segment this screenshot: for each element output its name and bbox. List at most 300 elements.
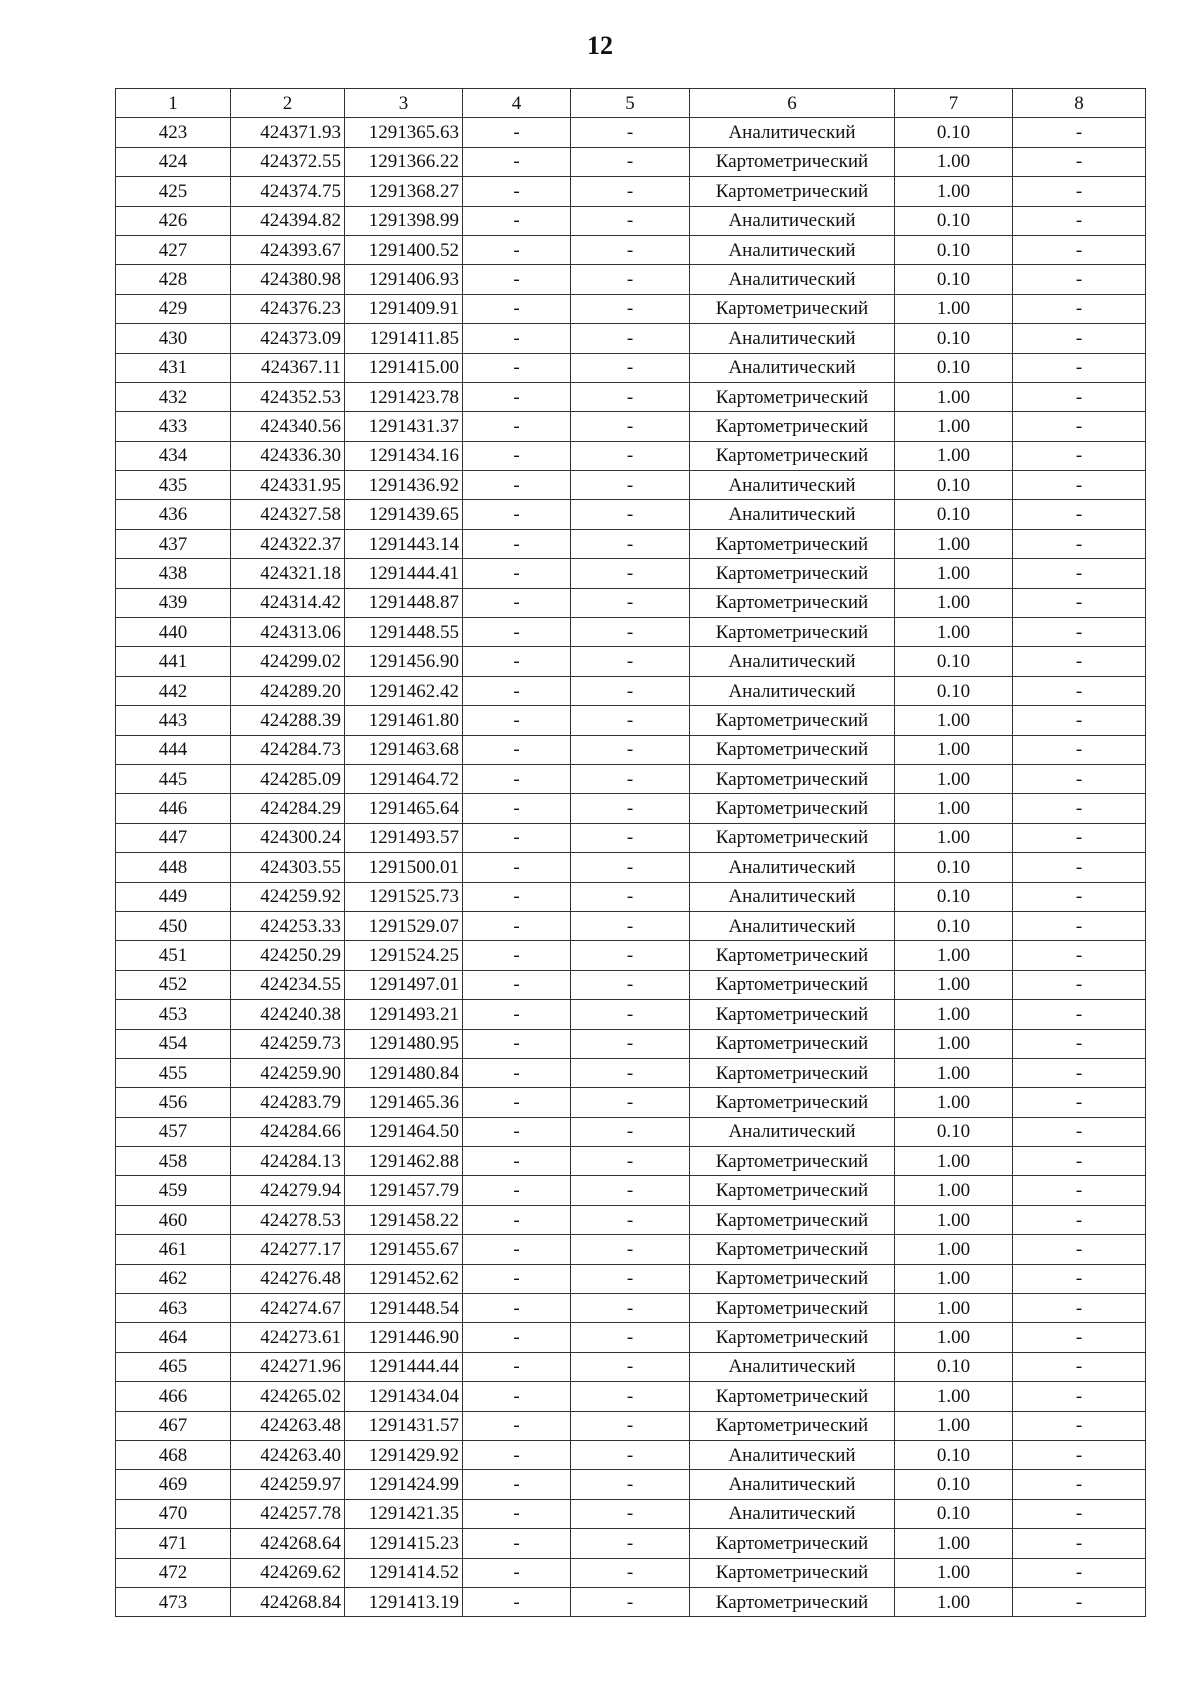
cell-col-8: - [1013, 1499, 1146, 1528]
cell-col-4: - [463, 1147, 571, 1176]
table-row [116, 1147, 1146, 1176]
table-row [116, 177, 1146, 206]
cell-point-number: 449 [116, 882, 231, 911]
table-row [116, 353, 1146, 382]
cell-accuracy: 1.00 [895, 1587, 1013, 1616]
table-row [116, 764, 1146, 793]
cell-col-8: - [1013, 324, 1146, 353]
cell-coord-y: 1291365.63 [345, 118, 463, 147]
cell-accuracy: 1.00 [895, 1529, 1013, 1558]
cell-col-5: - [571, 1411, 690, 1440]
cell-col-8: - [1013, 1117, 1146, 1146]
table-row [116, 441, 1146, 470]
cell-col-4: - [463, 206, 571, 235]
cell-col-5: - [571, 118, 690, 147]
cell-method: Аналитический [690, 206, 895, 235]
cell-coord-y: 1291421.35 [345, 1499, 463, 1528]
cell-col-5: - [571, 147, 690, 176]
cell-col-8: - [1013, 1147, 1146, 1176]
cell-method: Картометрический [690, 1176, 895, 1205]
cell-col-4: - [463, 647, 571, 676]
cell-coord-y: 1291500.01 [345, 853, 463, 882]
cell-col-8: - [1013, 970, 1146, 999]
table-row [116, 706, 1146, 735]
cell-coord-x: 424340.56 [231, 412, 345, 441]
cell-accuracy: 1.00 [895, 1264, 1013, 1293]
cell-method: Аналитический [690, 1117, 895, 1146]
cell-coord-x: 424321.18 [231, 559, 345, 588]
table-row [116, 647, 1146, 676]
cell-col-4: - [463, 529, 571, 558]
cell-col-8: - [1013, 235, 1146, 264]
cell-accuracy: 1.00 [895, 294, 1013, 323]
column-header-7: 7 [895, 89, 1013, 118]
cell-col-4: - [463, 1529, 571, 1558]
cell-coord-y: 1291497.01 [345, 970, 463, 999]
table-row [116, 529, 1146, 558]
cell-method: Картометрический [690, 294, 895, 323]
cell-col-8: - [1013, 1382, 1146, 1411]
cell-point-number: 472 [116, 1558, 231, 1587]
cell-point-number: 456 [116, 1088, 231, 1117]
cell-col-8: - [1013, 882, 1146, 911]
cell-accuracy: 0.10 [895, 235, 1013, 264]
cell-col-4: - [463, 823, 571, 852]
cell-coord-x: 424284.13 [231, 1147, 345, 1176]
cell-coord-x: 424322.37 [231, 529, 345, 558]
cell-method: Картометрический [690, 1382, 895, 1411]
cell-col-4: - [463, 412, 571, 441]
cell-coord-x: 424380.98 [231, 265, 345, 294]
cell-point-number: 471 [116, 1529, 231, 1558]
cell-method: Картометрический [690, 177, 895, 206]
cell-point-number: 444 [116, 735, 231, 764]
table-row [116, 1235, 1146, 1264]
cell-col-8: - [1013, 706, 1146, 735]
table-row [116, 1558, 1146, 1587]
cell-col-5: - [571, 265, 690, 294]
table-row [116, 1088, 1146, 1117]
cell-coord-x: 424259.97 [231, 1470, 345, 1499]
cell-col-8: - [1013, 1088, 1146, 1117]
cell-coord-x: 424259.73 [231, 1029, 345, 1058]
cell-accuracy: 1.00 [895, 412, 1013, 441]
cell-coord-y: 1291411.85 [345, 324, 463, 353]
cell-coord-y: 1291431.57 [345, 1411, 463, 1440]
cell-method: Картометрический [690, 559, 895, 588]
cell-method: Аналитический [690, 647, 895, 676]
cell-col-4: - [463, 1088, 571, 1117]
cell-method: Картометрический [690, 1411, 895, 1440]
cell-col-8: - [1013, 206, 1146, 235]
cell-accuracy: 1.00 [895, 1029, 1013, 1058]
cell-col-4: - [463, 911, 571, 940]
cell-coord-x: 424277.17 [231, 1235, 345, 1264]
table-row [116, 1117, 1146, 1146]
cell-col-4: - [463, 1558, 571, 1587]
table-row [116, 882, 1146, 911]
cell-point-number: 453 [116, 1000, 231, 1029]
cell-coord-y: 1291446.90 [345, 1323, 463, 1352]
coordinates-table [115, 88, 1146, 1617]
cell-accuracy: 0.10 [895, 1499, 1013, 1528]
table-row [116, 911, 1146, 940]
cell-method: Картометрический [690, 941, 895, 970]
cell-col-5: - [571, 1000, 690, 1029]
table-row [116, 147, 1146, 176]
cell-accuracy: 0.10 [895, 911, 1013, 940]
cell-col-4: - [463, 1235, 571, 1264]
cell-col-5: - [571, 206, 690, 235]
cell-accuracy: 1.00 [895, 1411, 1013, 1440]
cell-coord-x: 424263.48 [231, 1411, 345, 1440]
table-row [116, 588, 1146, 617]
cell-coord-x: 424269.62 [231, 1558, 345, 1587]
cell-method: Аналитический [690, 265, 895, 294]
cell-accuracy: 0.10 [895, 882, 1013, 911]
cell-col-5: - [571, 1587, 690, 1616]
cell-coord-x: 424268.64 [231, 1529, 345, 1558]
cell-coord-y: 1291431.37 [345, 412, 463, 441]
cell-method: Аналитический [690, 324, 895, 353]
cell-col-8: - [1013, 794, 1146, 823]
cell-accuracy: 0.10 [895, 1470, 1013, 1499]
cell-col-5: - [571, 1323, 690, 1352]
table-row [116, 618, 1146, 647]
cell-method: Аналитический [690, 118, 895, 147]
cell-coord-y: 1291415.23 [345, 1529, 463, 1558]
cell-col-4: - [463, 294, 571, 323]
cell-accuracy: 0.10 [895, 1352, 1013, 1381]
cell-point-number: 460 [116, 1205, 231, 1234]
cell-accuracy: 1.00 [895, 1382, 1013, 1411]
cell-point-number: 469 [116, 1470, 231, 1499]
cell-col-4: - [463, 618, 571, 647]
cell-col-4: - [463, 500, 571, 529]
cell-coord-x: 424336.30 [231, 441, 345, 470]
cell-point-number: 425 [116, 177, 231, 206]
cell-accuracy: 1.00 [895, 1147, 1013, 1176]
table-row [116, 1499, 1146, 1528]
cell-accuracy: 1.00 [895, 177, 1013, 206]
cell-col-4: - [463, 1323, 571, 1352]
cell-coord-y: 1291436.92 [345, 471, 463, 500]
cell-col-8: - [1013, 441, 1146, 470]
cell-col-8: - [1013, 764, 1146, 793]
table-row [116, 1411, 1146, 1440]
cell-col-4: - [463, 676, 571, 705]
cell-accuracy: 1.00 [895, 1294, 1013, 1323]
cell-coord-x: 424299.02 [231, 647, 345, 676]
cell-col-8: - [1013, 1000, 1146, 1029]
cell-method: Картометрический [690, 764, 895, 793]
table-row [116, 1205, 1146, 1234]
cell-accuracy: 0.10 [895, 206, 1013, 235]
cell-coord-y: 1291458.22 [345, 1205, 463, 1234]
cell-accuracy: 0.10 [895, 853, 1013, 882]
cell-col-8: - [1013, 382, 1146, 411]
table-row [116, 1470, 1146, 1499]
cell-coord-y: 1291444.44 [345, 1352, 463, 1381]
cell-accuracy: 1.00 [895, 706, 1013, 735]
cell-col-4: - [463, 382, 571, 411]
cell-point-number: 440 [116, 618, 231, 647]
cell-col-8: - [1013, 559, 1146, 588]
cell-col-5: - [571, 618, 690, 647]
cell-point-number: 467 [116, 1411, 231, 1440]
cell-coord-x: 424372.55 [231, 147, 345, 176]
cell-method: Картометрический [690, 706, 895, 735]
cell-accuracy: 1.00 [895, 559, 1013, 588]
cell-point-number: 457 [116, 1117, 231, 1146]
cell-col-5: - [571, 941, 690, 970]
cell-coord-x: 424253.33 [231, 911, 345, 940]
cell-col-5: - [571, 441, 690, 470]
table-row [116, 970, 1146, 999]
cell-method: Картометрический [690, 147, 895, 176]
cell-col-8: - [1013, 1176, 1146, 1205]
cell-col-8: - [1013, 1294, 1146, 1323]
cell-col-4: - [463, 1117, 571, 1146]
cell-point-number: 452 [116, 970, 231, 999]
cell-point-number: 455 [116, 1058, 231, 1087]
cell-coord-x: 424278.53 [231, 1205, 345, 1234]
cell-coord-y: 1291424.99 [345, 1470, 463, 1499]
cell-col-5: - [571, 559, 690, 588]
cell-coord-x: 424240.38 [231, 1000, 345, 1029]
cell-col-5: - [571, 1499, 690, 1528]
cell-accuracy: 0.10 [895, 1440, 1013, 1469]
cell-col-4: - [463, 235, 571, 264]
table-row [116, 500, 1146, 529]
cell-method: Картометрический [690, 1029, 895, 1058]
table-row [116, 941, 1146, 970]
cell-coord-y: 1291455.67 [345, 1235, 463, 1264]
cell-col-5: - [571, 1176, 690, 1205]
cell-coord-y: 1291413.19 [345, 1587, 463, 1616]
cell-point-number: 448 [116, 853, 231, 882]
cell-coord-x: 424327.58 [231, 500, 345, 529]
cell-coord-x: 424288.39 [231, 706, 345, 735]
cell-method: Картометрический [690, 1000, 895, 1029]
cell-accuracy: 1.00 [895, 147, 1013, 176]
cell-col-5: - [571, 853, 690, 882]
cell-method: Картометрический [690, 794, 895, 823]
cell-col-5: - [571, 1352, 690, 1381]
cell-col-5: - [571, 1058, 690, 1087]
cell-point-number: 442 [116, 676, 231, 705]
cell-method: Картометрический [690, 1558, 895, 1587]
cell-coord-x: 424371.93 [231, 118, 345, 147]
cell-col-4: - [463, 324, 571, 353]
cell-coord-y: 1291529.07 [345, 911, 463, 940]
cell-accuracy: 1.00 [895, 1205, 1013, 1234]
table-row [116, 294, 1146, 323]
cell-col-5: - [571, 324, 690, 353]
cell-coord-x: 424376.23 [231, 294, 345, 323]
cell-accuracy: 0.10 [895, 1117, 1013, 1146]
cell-col-5: - [571, 970, 690, 999]
cell-point-number: 427 [116, 235, 231, 264]
cell-col-8: - [1013, 911, 1146, 940]
cell-col-5: - [571, 294, 690, 323]
cell-coord-x: 424283.79 [231, 1088, 345, 1117]
cell-accuracy: 0.10 [895, 324, 1013, 353]
cell-coord-x: 424313.06 [231, 618, 345, 647]
cell-coord-y: 1291444.41 [345, 559, 463, 588]
header-row [116, 89, 1146, 118]
cell-col-5: - [571, 1382, 690, 1411]
cell-col-4: - [463, 1382, 571, 1411]
cell-method: Аналитический [690, 676, 895, 705]
cell-accuracy: 1.00 [895, 1176, 1013, 1205]
cell-col-4: - [463, 177, 571, 206]
cell-col-5: - [571, 177, 690, 206]
cell-col-4: - [463, 764, 571, 793]
table-row [116, 471, 1146, 500]
cell-col-5: - [571, 1264, 690, 1293]
cell-col-5: - [571, 1470, 690, 1499]
cell-point-number: 423 [116, 118, 231, 147]
cell-method: Аналитический [690, 1352, 895, 1381]
cell-col-5: - [571, 529, 690, 558]
cell-coord-y: 1291456.90 [345, 647, 463, 676]
cell-coord-x: 424331.95 [231, 471, 345, 500]
cell-col-4: - [463, 1205, 571, 1234]
cell-coord-x: 424273.61 [231, 1323, 345, 1352]
table-row [116, 235, 1146, 264]
cell-accuracy: 0.10 [895, 353, 1013, 382]
column-header-3: 3 [345, 89, 463, 118]
cell-coord-x: 424393.67 [231, 235, 345, 264]
cell-coord-y: 1291368.27 [345, 177, 463, 206]
cell-point-number: 463 [116, 1294, 231, 1323]
cell-col-8: - [1013, 853, 1146, 882]
cell-coord-y: 1291457.79 [345, 1176, 463, 1205]
cell-col-4: - [463, 1000, 571, 1029]
cell-col-8: - [1013, 118, 1146, 147]
cell-accuracy: 1.00 [895, 794, 1013, 823]
cell-col-8: - [1013, 1470, 1146, 1499]
cell-method: Аналитический [690, 911, 895, 940]
cell-point-number: 439 [116, 588, 231, 617]
cell-col-5: - [571, 471, 690, 500]
table-row [116, 118, 1146, 147]
cell-point-number: 465 [116, 1352, 231, 1381]
cell-col-5: - [571, 588, 690, 617]
cell-method: Аналитический [690, 882, 895, 911]
cell-col-5: - [571, 1235, 690, 1264]
cell-coord-x: 424367.11 [231, 353, 345, 382]
cell-coord-y: 1291462.88 [345, 1147, 463, 1176]
cell-point-number: 435 [116, 471, 231, 500]
table-row [116, 1382, 1146, 1411]
cell-coord-x: 424284.29 [231, 794, 345, 823]
cell-col-4: - [463, 471, 571, 500]
cell-col-4: - [463, 941, 571, 970]
cell-coord-y: 1291398.99 [345, 206, 463, 235]
cell-coord-x: 424289.20 [231, 676, 345, 705]
table-row [116, 1440, 1146, 1469]
cell-point-number: 446 [116, 794, 231, 823]
cell-point-number: 451 [116, 941, 231, 970]
cell-coord-y: 1291400.52 [345, 235, 463, 264]
cell-method: Аналитический [690, 853, 895, 882]
cell-method: Аналитический [690, 1440, 895, 1469]
column-header-4: 4 [463, 89, 571, 118]
cell-coord-x: 424314.42 [231, 588, 345, 617]
table-row [116, 1294, 1146, 1323]
cell-col-5: - [571, 412, 690, 441]
cell-col-4: - [463, 706, 571, 735]
cell-point-number: 450 [116, 911, 231, 940]
cell-col-8: - [1013, 1264, 1146, 1293]
table-row [116, 676, 1146, 705]
cell-col-4: - [463, 1029, 571, 1058]
column-header-5: 5 [571, 89, 690, 118]
cell-col-8: - [1013, 412, 1146, 441]
cell-point-number: 432 [116, 382, 231, 411]
cell-col-5: - [571, 1029, 690, 1058]
cell-col-5: - [571, 882, 690, 911]
table-row [116, 382, 1146, 411]
cell-coord-y: 1291429.92 [345, 1440, 463, 1469]
cell-accuracy: 0.10 [895, 647, 1013, 676]
table-header [116, 89, 1146, 118]
cell-col-8: - [1013, 1323, 1146, 1352]
cell-coord-y: 1291465.36 [345, 1088, 463, 1117]
cell-col-4: - [463, 1440, 571, 1469]
cell-col-5: - [571, 823, 690, 852]
cell-col-4: - [463, 353, 571, 382]
cell-col-4: - [463, 853, 571, 882]
column-header-8: 8 [1013, 89, 1146, 118]
cell-col-5: - [571, 353, 690, 382]
cell-method: Картометрический [690, 1205, 895, 1234]
cell-accuracy: 1.00 [895, 735, 1013, 764]
cell-accuracy: 1.00 [895, 1558, 1013, 1587]
table-row [116, 324, 1146, 353]
cell-coord-x: 424394.82 [231, 206, 345, 235]
cell-col-4: - [463, 735, 571, 764]
cell-method: Картометрический [690, 735, 895, 764]
cell-accuracy: 0.10 [895, 676, 1013, 705]
cell-col-4: - [463, 970, 571, 999]
cell-point-number: 428 [116, 265, 231, 294]
cell-col-8: - [1013, 1440, 1146, 1469]
cell-accuracy: 0.10 [895, 265, 1013, 294]
table-row [116, 1587, 1146, 1616]
table-row [116, 1264, 1146, 1293]
cell-col-8: - [1013, 471, 1146, 500]
cell-coord-x: 424257.78 [231, 1499, 345, 1528]
cell-accuracy: 1.00 [895, 1000, 1013, 1029]
cell-col-8: - [1013, 1558, 1146, 1587]
cell-coord-y: 1291464.72 [345, 764, 463, 793]
cell-coord-y: 1291448.87 [345, 588, 463, 617]
cell-method: Картометрический [690, 970, 895, 999]
cell-accuracy: 1.00 [895, 823, 1013, 852]
cell-col-5: - [571, 794, 690, 823]
table-row [116, 1352, 1146, 1381]
cell-col-8: - [1013, 147, 1146, 176]
cell-point-number: 462 [116, 1264, 231, 1293]
cell-point-number: 441 [116, 647, 231, 676]
cell-col-5: - [571, 911, 690, 940]
cell-coord-x: 424285.09 [231, 764, 345, 793]
cell-accuracy: 1.00 [895, 1235, 1013, 1264]
column-header-6: 6 [690, 89, 895, 118]
